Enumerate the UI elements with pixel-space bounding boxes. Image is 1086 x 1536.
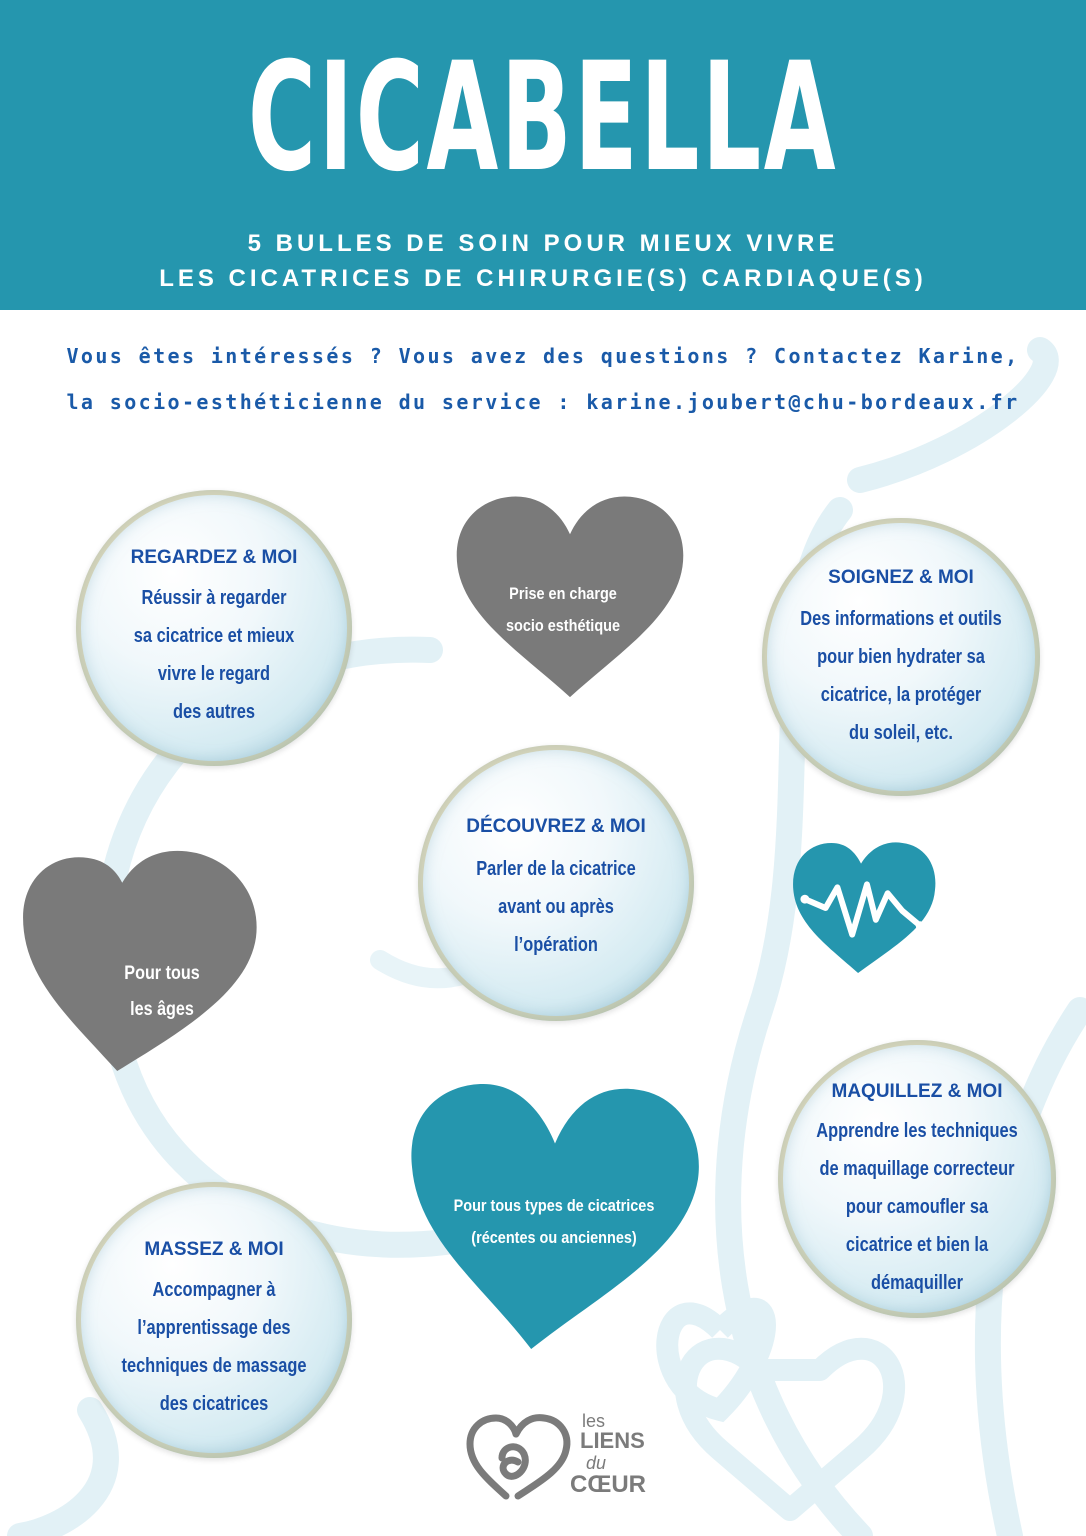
bubble-title: MASSEZ & MOI (144, 1239, 284, 1260)
heartbeat-heart-icon (790, 840, 938, 976)
page-title: CICABELLA (247, 31, 839, 205)
heart-text-line: Pour tous types de cicatrices (453, 1196, 655, 1215)
les-liens-du-coeur-logo (466, 1412, 666, 1502)
bubble-text (88, 1271, 341, 1423)
subtitle-line-1: 5 BULLES DE SOIN POUR MIEUX VIVRE (247, 230, 839, 257)
subtitle-line-2: LES CICATRICES DE CHIRURGIE(S) CARDIAQUE(S) (159, 265, 927, 292)
bubble-text (766, 600, 1037, 752)
bubble-text-line: pour bien hydrater sa (817, 646, 985, 668)
heart-text-line: Pour tous (124, 963, 200, 984)
bubble-text (91, 579, 337, 731)
bubble-text (433, 850, 679, 964)
bubble-title: MAQUILLEZ & MOI (831, 1081, 1003, 1102)
bubble-text-line: démaquiller (870, 1272, 964, 1294)
logo-text-coeur: CŒUR (570, 1471, 646, 1498)
logo-text-liens: LIENS (580, 1428, 645, 1453)
bubble-text-line: techniques de massage (121, 1355, 307, 1377)
bubble-text-line: des cicatrices (159, 1393, 269, 1415)
logo-text-du: du (586, 1453, 607, 1473)
bubble-text-line: des autres (172, 701, 256, 723)
bubble-text-line: sa cicatrice et mieux (133, 625, 295, 647)
bubble-regardez-et-moi (76, 490, 352, 766)
bubble-text-line: Parler de la cicatrice (476, 858, 636, 880)
contact-line-1: Vous êtes intéressés ? Vous avez des questions ? Contactez Karine, (66, 344, 1020, 368)
bubble-text-line: avant ou après (498, 896, 614, 918)
contact-line-2: la socio-esthéticienne du service : karine.joubert@chu-bordeaux.fr (66, 390, 1020, 414)
heart-text-line: les âges (130, 999, 194, 1020)
interlinked-hearts-logo-icon (466, 1412, 576, 1502)
bubble-text-line: Réussir à regarder (141, 587, 287, 609)
heart-text-pour-tous-les-ages (77, 956, 247, 1028)
bubble-decouvrez-et-moi (418, 745, 694, 1021)
bubble-text-line: cicatrice, la protéger (820, 684, 982, 706)
bubble-text-line: l’apprentissage des (137, 1317, 291, 1339)
heart-text-line: Prise en charge (509, 584, 617, 603)
bubble-title: DÉCOUVREZ & MOI (466, 816, 646, 837)
bubble-text-line: Accompagner à (152, 1279, 276, 1301)
bubble-text-line: l’opération (514, 934, 598, 956)
heart-text-prise-en-charge (469, 578, 658, 642)
bubble-text-line: pour camoufler sa (845, 1196, 989, 1218)
bubble-title: REGARDEZ & MOI (130, 547, 298, 568)
bubble-soignez-et-moi (762, 518, 1040, 796)
bubble-massez-et-moi (76, 1182, 352, 1458)
bubble-text-line: de maquillage correcteur (819, 1158, 1015, 1180)
bubble-text-line: Apprendre les techniques (816, 1120, 1018, 1142)
heart-text-line: (récentes ou anciennes) (471, 1228, 637, 1247)
bubble-text-line: vivre le regard (157, 663, 271, 685)
bubble-text-line: du soleil, etc. (849, 722, 953, 744)
bubble-text-line: cicatrice et bien la (845, 1234, 989, 1256)
bubble-text-line: Des informations et outils (800, 608, 1002, 630)
heart-text-pour-tous-types (444, 1190, 665, 1254)
heart-text-line: socio esthétique (505, 616, 621, 635)
bubble-maquillez-et-moi (778, 1040, 1056, 1318)
logo-text-les: les (582, 1411, 606, 1431)
header-banner (0, 0, 1086, 310)
bubble-text (782, 1112, 1053, 1302)
bubble-title: SOIGNEZ & MOI (828, 567, 974, 588)
